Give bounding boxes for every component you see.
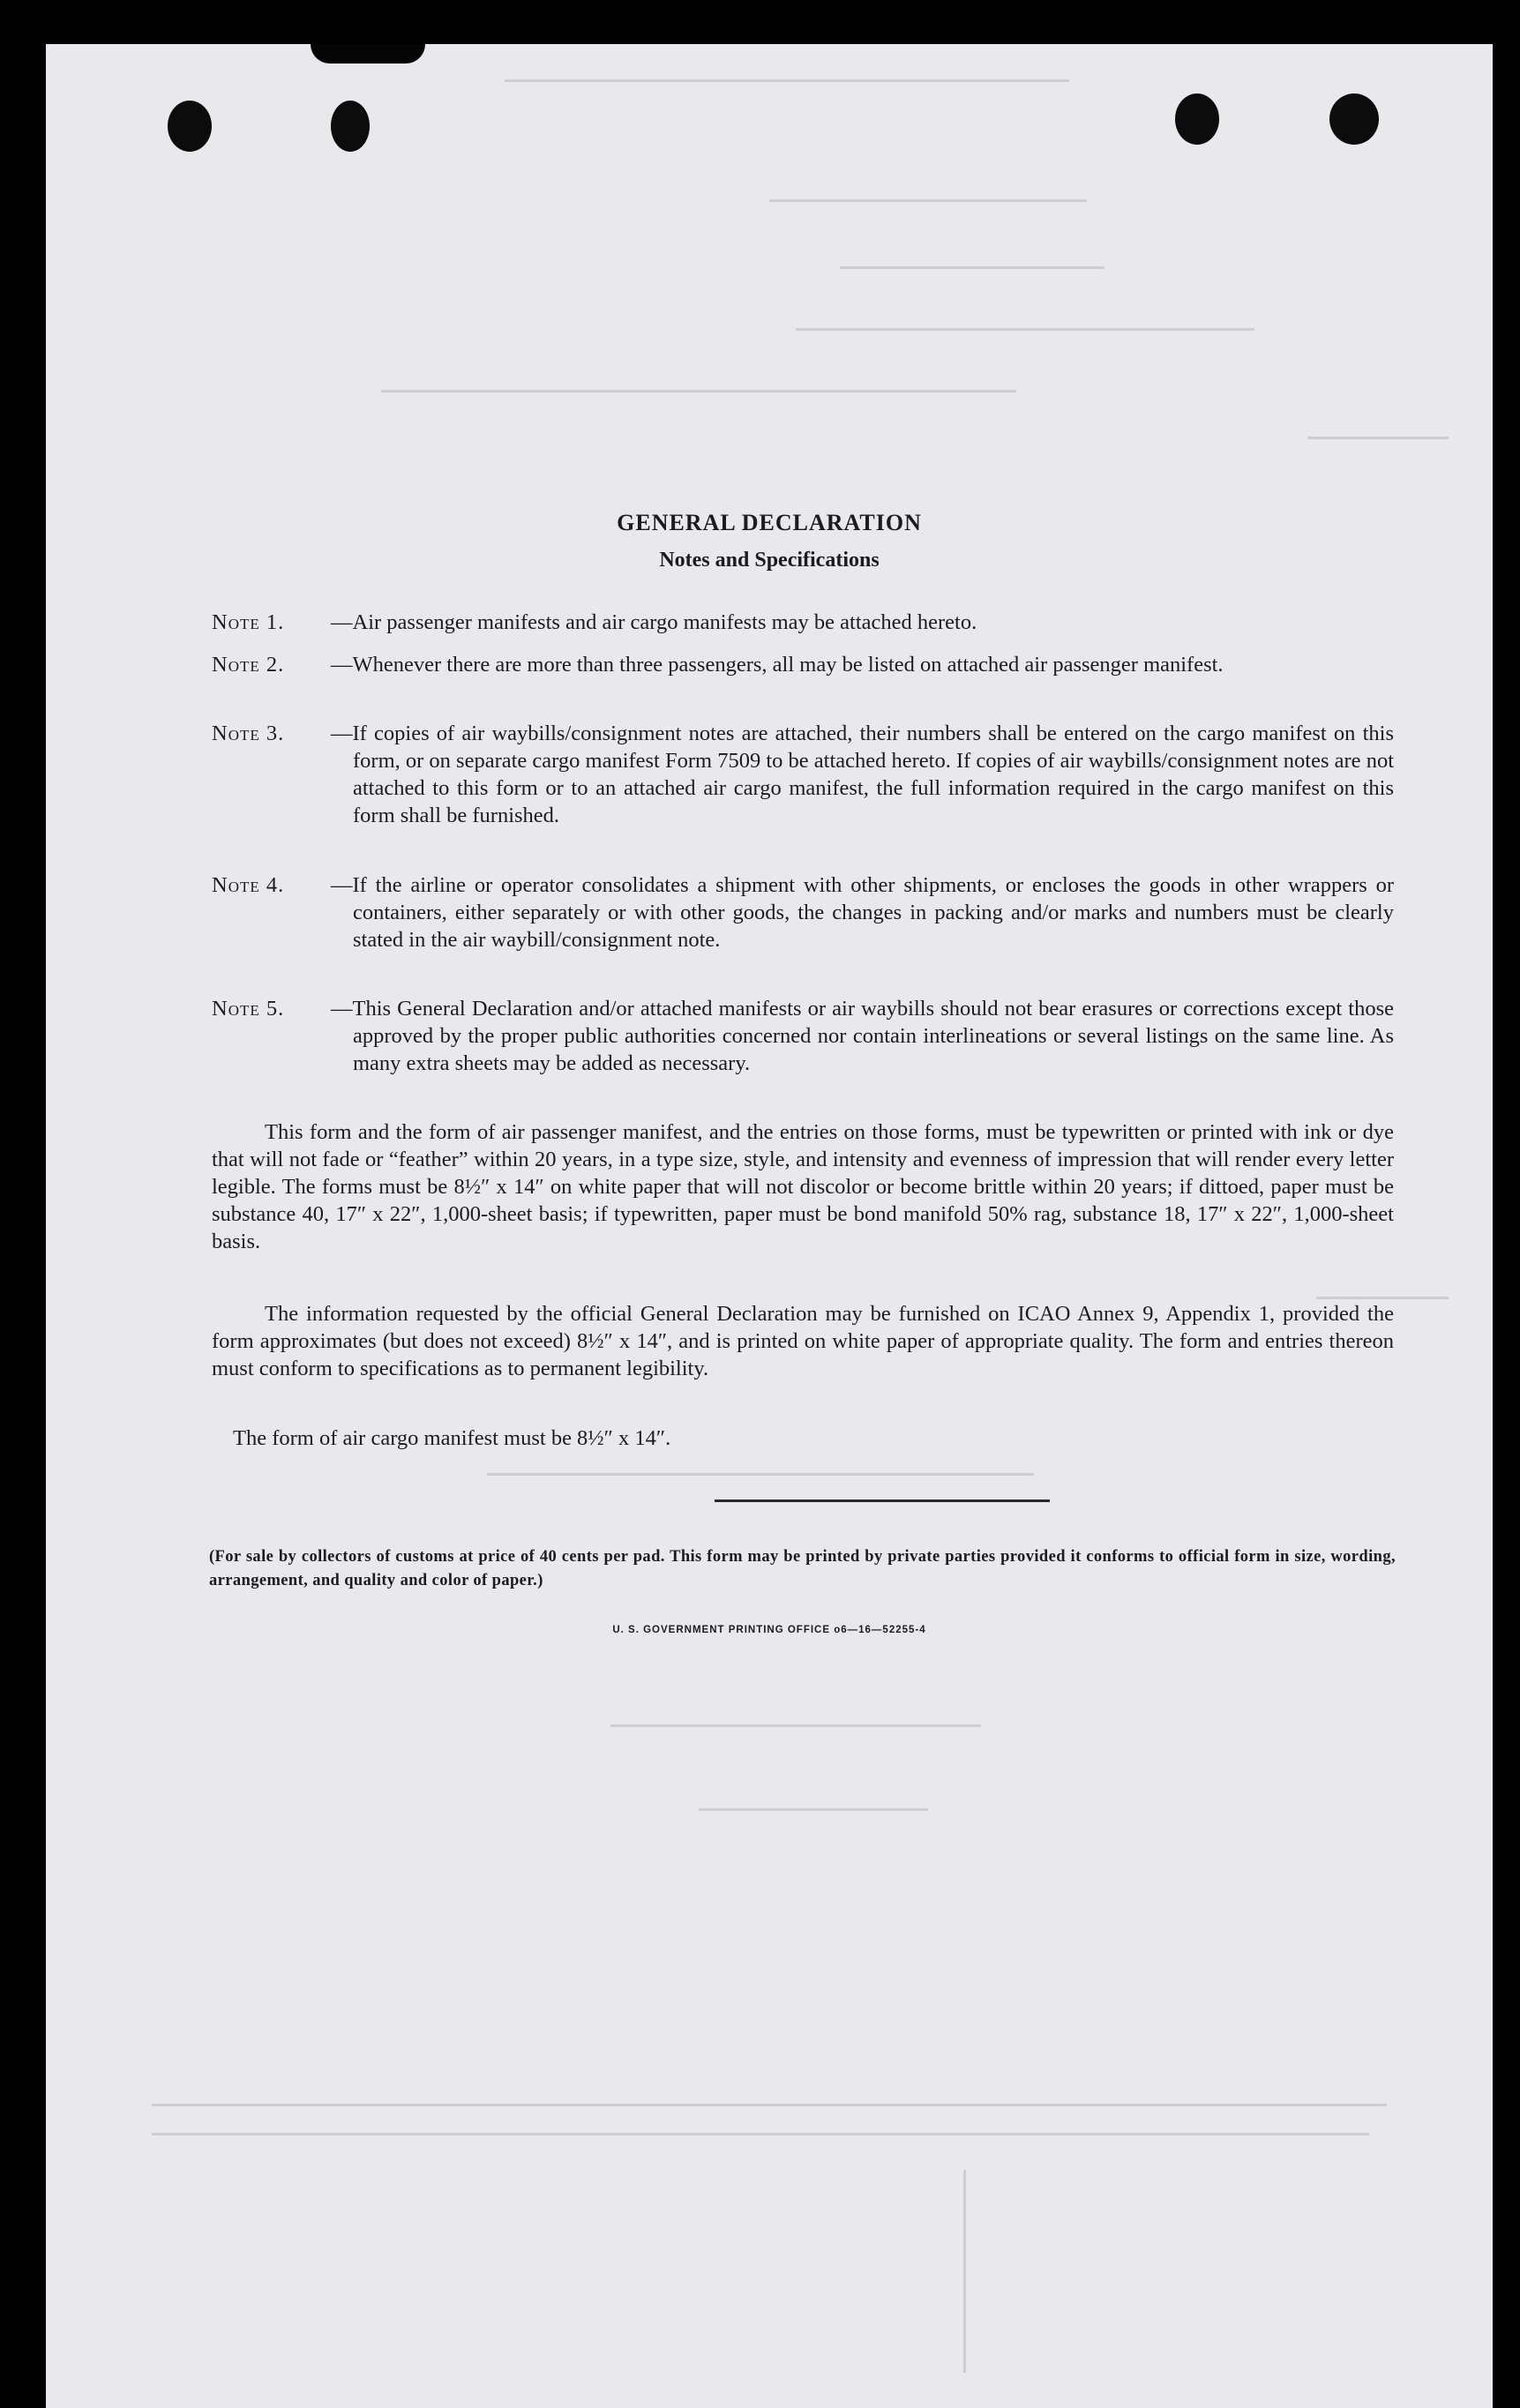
note-1 [212, 609, 1394, 636]
document-title: GENERAL DECLARATION [617, 510, 922, 535]
bleed-through-mark [840, 266, 1104, 269]
paragraph-icao: The information requested by the official General Declaration may be furnished on ICAO Annex 9, Appendix 1, provided the form approximates (but does not exceed) 8½″ x 14″, and is printed on white paper of appropriate quality. The form and entries thereon must conform to specifications as to permanent legibility. [212, 1302, 1394, 1380]
bleed-through-mark [381, 390, 1016, 393]
torn-edge [311, 44, 425, 64]
document-page [46, 44, 1493, 2408]
bleed-through-mark [152, 2133, 1369, 2135]
paragraph-cargo-manifest-size: The form of air cargo manifest must be 8½″ x 14″. [233, 1426, 671, 1450]
paragraph-form-requirements: This form and the form of air passenger manifest, and the entries on those forms, must be typewritten or printed with ink or dye that will not fade or “feather” within 20 years, in a type size, style, and intensity and evenness of impression that will render every letter legible. The forms must be 8½″ x 14″ on white paper that will not discolor or become brittle within 20 years; if dittoed, paper must be substance 40, 17″ x 22″, 1,000-sheet basis; if typewritten, paper must be bond manifold 50% rag, substance 18, 17″ x 22″, 1,000-sheet basis. [212, 1120, 1394, 1253]
note-text: —Whenever there are more than three passengers, all may be listed on attached air passenger manifest. [331, 653, 1224, 677]
note-text: —If copies of air waybills/consignment notes are attached, their numbers shall be entered on the cargo manifest on this form, or on separate cargo manifest Form 7509 to be attached hereto. If copies of air waybills/consignment notes are not attached to this form or to an attached air cargo manifest, the full information required in the cargo manifest on this form shall be furnished. [331, 722, 1394, 827]
bleed-through-mark [769, 199, 1087, 202]
punch-hole-left [168, 101, 212, 152]
note-3 [212, 720, 1394, 829]
note-label: Note 4. [212, 873, 285, 897]
note-2 [212, 651, 1394, 678]
bleed-through-mark [796, 328, 1254, 331]
bleed-through-mark [1307, 437, 1449, 439]
bleed-through-mark [505, 79, 1069, 82]
divider-rule [715, 1499, 1050, 1502]
printer-imprint: U. S. GOVERNMENT PRINTING OFFICE o6—16—52255-4 [612, 1625, 926, 1635]
punch-hole-right [1329, 93, 1379, 145]
document-subtitle: Notes and Specifications [659, 549, 880, 572]
bleed-through-mark [152, 2104, 1387, 2106]
bleed-through-mark [610, 1724, 981, 1727]
note-5 [212, 995, 1394, 1077]
note-label: Note 5. [212, 997, 285, 1021]
punch-hole-center-left [331, 101, 370, 152]
bleed-through-mark [1316, 1297, 1449, 1299]
bleed-through-mark [963, 2170, 966, 2373]
bleed-through-mark [699, 1808, 928, 1811]
note-label: Note 3. [212, 722, 285, 745]
note-text: —Air passenger manifests and air cargo manifests may be attached hereto. [331, 610, 977, 634]
note-text: —If the airline or operator consolidates a shipment with other shipments, or encloses the goods in other wrappers or containers, either separately or with other goods, the changes in packing and/or marks and numbers must be clearly stated in the air waybill/consignment note. [331, 873, 1394, 952]
note-label: Note 1. [212, 610, 285, 634]
sale-notice: (For sale by collectors of customs at price of 40 cents per pad. This form may be printed by private parties provided it conforms to official form in size, wording, arrangement, and quality and color of paper.) [209, 1548, 1396, 1589]
note-label: Note 2. [212, 653, 285, 677]
punch-hole-center-right [1175, 93, 1219, 145]
note-text: —This General Declaration and/or attached manifests or air waybills should not bear erasures or corrections except those approved by the proper public authorities concerned nor contain interlineations or several listings on the same line. As many extra sheets may be added as necessary. [331, 997, 1394, 1075]
bleed-through-mark [487, 1473, 1034, 1476]
note-4 [212, 871, 1394, 953]
